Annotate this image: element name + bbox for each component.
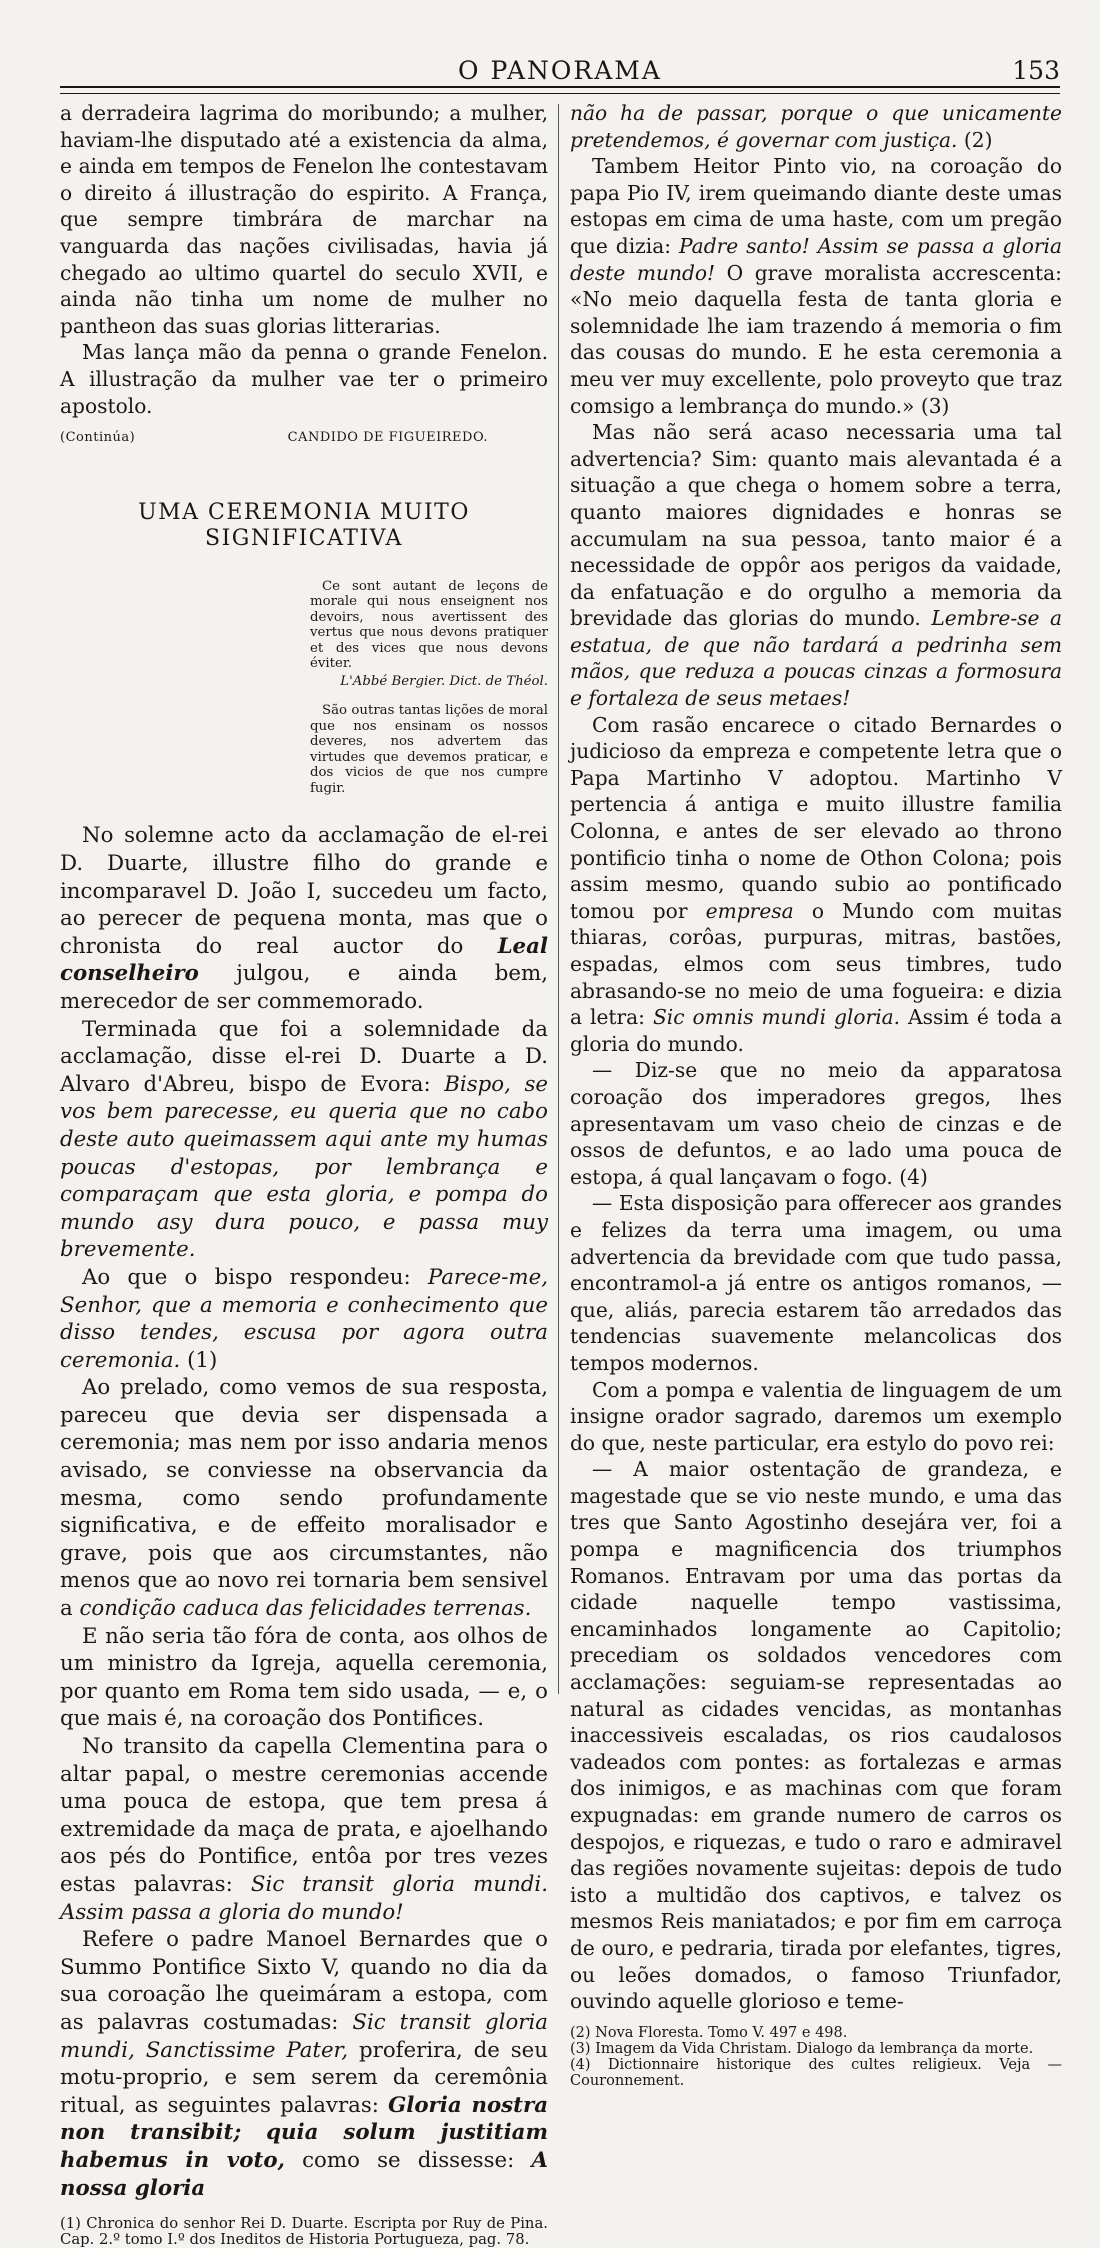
footnote: (1) Chronica do senhor Rei D. Duarte. Escripta por Ruy de Pina. Cap. 2.º tomo I.º dos Ineditos de Historia Portugueza, pag. 78. <box>60 2215 548 2248</box>
page-header <box>60 48 1060 88</box>
article-paragraph: E não seria tão fóra de conta, aos olhos de um ministro da Igreja, aquella ceremonia, por quanto em Roma tem sido usada, — e, o que mais é, na coroação dos Pontifices. <box>60 1623 548 1732</box>
article-paragraph: a derradeira lagrima do moribundo; a mulher, haviam-lhe disputado até a existencia da alma, e ainda em tempos de Fenelon lhe contestavam o direito á illustração do espirito. A França, que sempre timbrára de marchar na vanguarda das nações civilisadas, havia já chegado ao ultimo quartel do seculo XVII, e ainda não tinha um nome de mulher no pantheon das suas glorias litterarias. <box>60 101 548 338</box>
article-paragraph: Ao que o bispo respondeu: Parece-me, Senhor, que a memoria e conhecimento que disso tendes, escusa por agora outra ceremonia. (1) <box>60 1264 548 1373</box>
header-rule-thin <box>60 93 1060 94</box>
article-paragraph: Mas lança mão da penna o grande Fenelon. A illustração da mulher vae ter o primeiro apostolo. <box>60 340 548 418</box>
epigraph <box>310 579 548 797</box>
article-paragraph: — Esta disposição para offerecer aos grandes e felizes da terra uma imagem, ou uma advertencia da brevidade com que tudo passa, encontramol-a já entre os antigos romanos, — que, aliás, parecia estarem tão arredados das tendencias suavemente melancolicas dos tempos modernos. <box>570 1191 1062 1375</box>
footnote: (3) Imagem da Vida Christam. Dialogo da lembrança da morte. <box>570 2040 1034 2057</box>
column-divider <box>558 104 559 1694</box>
article-paragraph: Terminada que foi a solemnidade da acclamação, disse el-rei D. Duarte a D. Alvaro d'Abreu, bispo de Evora: Bispo, se vos bem parecesse, eu queria que no cabo deste auto queimassem aqui ante my humas poucas d'estopas, por lembrança e comparaçam que esta gloria, e pompa do mundo asy dura pouco, e passa muy brevemente. <box>60 1016 549 1263</box>
article-paragraph: No solemne acto da acclamação de el-rei D. Duarte, illustre filho do grande e incomparavel D. João I, succedeu um facto, ao perecer de pequena monta, mas que o chronista do real auctor do Leal conselheiro julgou, e ainda bem, merecedor de ser commemorado. <box>60 823 548 1014</box>
article-body <box>60 822 548 2202</box>
footnote: (4) Dictionnaire historique des cultes religieux. Veja — Couronnement. <box>570 2056 1062 2089</box>
footnotes <box>570 2025 1062 2089</box>
article-paragraph: No transito da capella Clementina para o altar papal, o mestre ceremonias accende uma pouca de estopa, que tem presa á extremidade da maça de prata, e ajoelhando aos pés do Pontifice, entôa por tres vezes estas palavras: Sic transit gloria mundi. Assim passa a gloria do mundo! <box>60 1734 549 1925</box>
article-paragraph: Ao prelado, como vemos de sua resposta, pareceu que devia ser dispensada a ceremonia; mas nem por isso andaria menos avisado, se conviesse na observancia da mesma, como sendo profundamente significativa, e de effeito moralisador e grave, pois que aos circumstantes, não menos que ao novo rei tornaria bem sensivel a condição caduca das felicidades terrenas. <box>60 1375 548 1622</box>
journal-title: O PANORAMA <box>458 56 662 85</box>
article-paragraph: Mas não será acaso necessaria uma tal advertencia? Sim: quanto mais alevantada é a situação a que chega o homem sobre a terra, quanto maiores dignidades e honras se accumulam na sua pessoa, tanto maior é a necessidade de oppôr aos perigos da vaidade, da enfatuação e do orgulho a memoria da brevidade das glorias do mundo. Lembre-se a estatua, de que não tardará a pedrinha sem mãos, que reduza a poucas cinzas a formosura e fortaleza de seus metaes! <box>570 420 1062 711</box>
footnote: (2) Nova Floresta. Tomo V. 497 e 498. <box>570 2024 848 2041</box>
epigraph-citation: L'Abbé Bergier. Dict. de Théol. <box>340 673 548 689</box>
article-author: CANDIDO DE FIGUEIREDO. <box>287 430 488 446</box>
left-column <box>60 100 548 2248</box>
right-column <box>570 100 1062 2089</box>
section-title: UMA CEREMONIA MUITO SIGNIFICATIVA <box>138 499 470 552</box>
article-paragraph: não ha de passar, porque o que unicamente pretendemos, é governar com justiça. (2) <box>570 101 1062 152</box>
article-paragraph: Tambem Heitor Pinto vio, na coroação do papa Pio IV, irem queimando diante deste umas estopas em cima de uma haste, com um pregão que dizia: Padre santo! Assim se passa a gloria deste mundo! O grave moralista accrescenta: «No meio daquella festa de tanta gloria e solemnidade lhe iam trazendo á memoria o fim das cousas do mundo. E he esta ceremonia a meu ver muy excellente, polo proveyto que traz comsigo a lembrança do mundo.» (3) <box>570 154 1063 418</box>
footnotes <box>60 2216 548 2248</box>
epigraph-portuguese: São outras tantas lições de moral que nos ensinam os nossos deveres, nos advertem das virtudes que devemos praticar, e dos vicios de que nos cumpre fugir. <box>310 703 548 796</box>
article-paragraph: Refere o padre Manoel Bernardes que o Summo Pontifice Sixto V, quando no dia da sua coroação lhe queimáram a estopa, com as palavras costumadas: Sic transit gloria mundi, Sanctissime Pater, proferira, de seu motu-proprio, e sem serem da ceremônia ritual, as seguintes palavras: Gloria nostra non transibit; quia solum justitiam habemus in voto, como se dissesse: A nossa gloria <box>60 1927 549 2201</box>
article-paragraph: Com a pompa e valentia de linguagem de um insigne orador sagrado, daremos um exemplo do que, neste particular, era estylo do povo rei: <box>570 1377 1062 1455</box>
article-paragraph: — A maior ostentação de grandeza, e magestade que se vio neste mundo, e uma das tres que Santo Agostinho desejára ver, foi a pompa e magnificencia dos triumphos Romanos. Entravam por uma das portas da cidade naquelle tempo vastissima, encaminhados longamente ao Capitolio; precediam os soldados vencedores com acclamações: seguiam-se representadas ao natural as cidades vencidas, as montanhas inaccessiveis escaladas, os rios caudalosos vadeados com pontes: as fortalezas e armas dos inimigos, e as machinas com que foram expugnadas: em grande numero de carros os despojos, e riquezas, e tudo o raro e admiravel das regiões novamente sujeitas: depois de tudo isto a multidão dos captivos, e talvez os mesmos Reis maniatados; e por fim em carroça de ouro, e pedraria, tirada por elefantes, tigres, ou leões domados, o famoso Triunfador, ouvindo aquelle glorioso e teme- <box>570 1457 1062 2014</box>
article-paragraph: Com rasão encarece o citado Bernardes o judicioso da empreza e competente letra que o Papa Martinho V adoptou. Martinho V pertencia á antiga e muito illustre familia Colonna, e antes de ser elevado ao throno pontificio tinha o nome de Othon Colona; pois assim mesmo, quando subio ao pontificado tomou por empresa o Mundo com muitas thiaras, corôas, purpuras, mitras, bastões, espadas, elmos com seus timbres, tudo abrasando-se no meio de uma fogueira: e dizia a letra: Sic omnis mundi gloria. Assim é toda a gloria do mundo. <box>570 712 1063 1056</box>
page-number: 153 <box>1012 56 1060 85</box>
article-signature <box>60 425 548 452</box>
article-paragraph: — Diz-se que no meio da apparatosa coroação dos imperadores gregos, lhes apresentavam um vaso cheio de cinzas e de ossos de defuntos, e ao lado uma pouca de estopa, á qual lançavam o fogo. (4) <box>570 1058 1062 1189</box>
epigraph-french: Ce sont autant de leçons de morale qui nous enseignent nos devoirs, nous avertissent des vertus que nous devons pratiquer et des vices que nous devons éviter. <box>310 578 548 672</box>
continua-note: (Continúa) <box>60 430 136 446</box>
header-rule <box>60 86 1060 88</box>
